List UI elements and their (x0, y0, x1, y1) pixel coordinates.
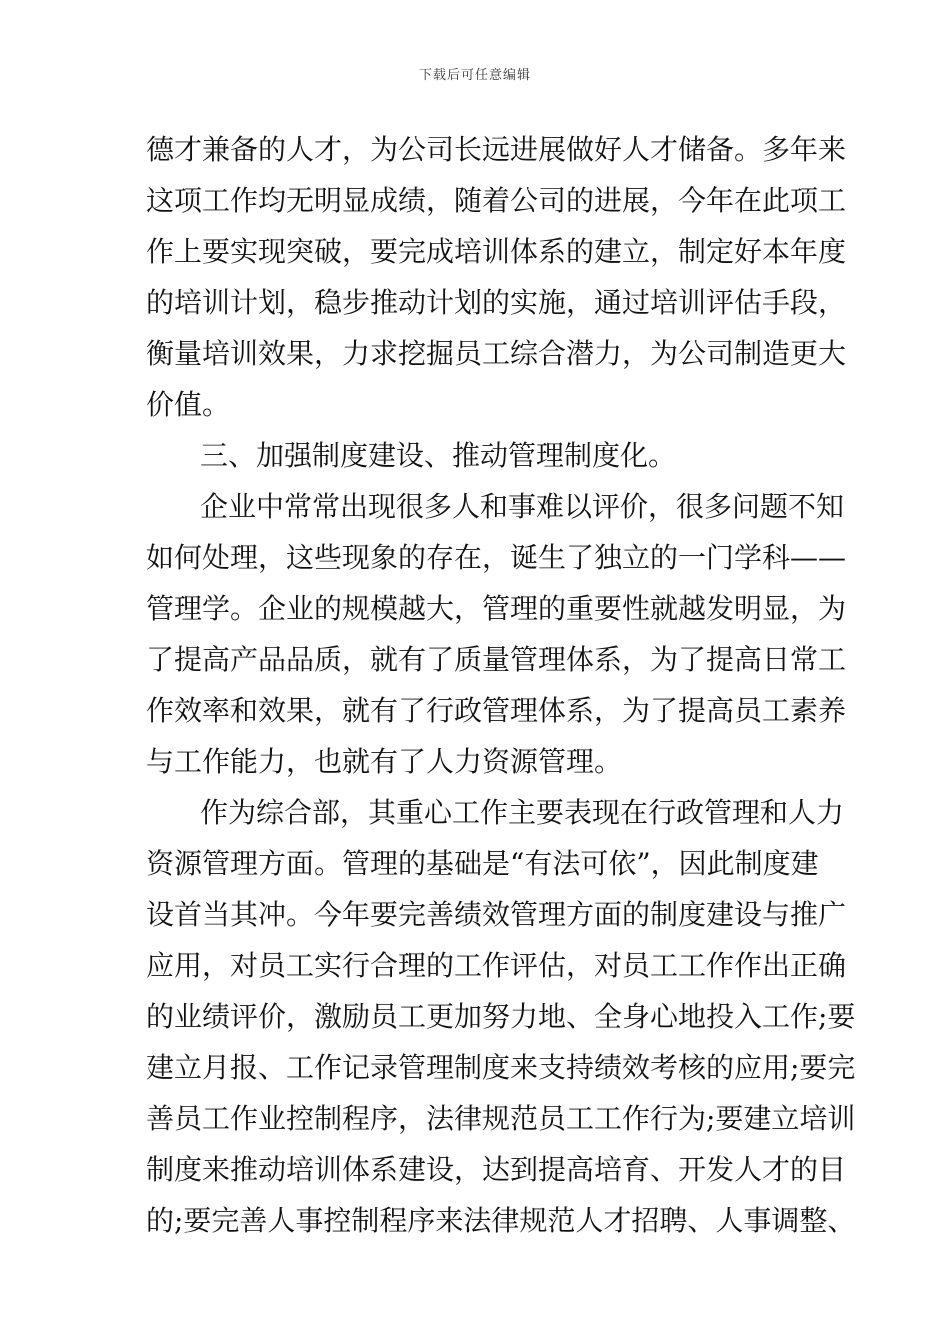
text-line: 与工作能力，也就有了人力资源管理。 (146, 745, 623, 778)
text-line: 价值。 (146, 388, 231, 421)
text-line: 这项工作均无明显成绩，随着公司的进展，今年在此项工 (146, 184, 847, 217)
text-line: 作上要实现突破，要完成培训体系的建立，制定好本年度 (146, 235, 847, 268)
text-line: 了提高产品品质，就有了质量管理体系，为了提高日常工 (146, 643, 847, 676)
text-line: 如何处理，这些现象的存在，诞生了独立的一门学科—— (146, 541, 847, 574)
paragraph-3 (146, 787, 856, 1246)
heading-3: 三、加强制度建设、推动管理制度化。 (200, 439, 677, 472)
text-line: 衡量培训效果，力求挖掘员工综合潜力，为公司制造更大 (146, 337, 847, 370)
text-line: 善员工作业控制程序，法律规范员工工作行为;要建立培训 (146, 1102, 856, 1135)
section-heading (146, 430, 808, 481)
text-line: 设首当其冲。今年要完善绩效管理方面的制度建设与推广 (146, 898, 847, 931)
document-body (146, 124, 856, 1246)
text-line: 资源管理方面。管理的基础是“有法可依”，因此制度建 (146, 847, 819, 880)
text-line: 德才兼备的人才，为公司长远进展做好人才储备。多年来 (146, 133, 847, 166)
text-line: 应用，对员工实行合理的工作评估，对员工工作作出正确 (146, 949, 847, 982)
page-header: 下载后可任意编辑 (418, 68, 531, 83)
text-line: 的;要完善人事控制程序来法律规范人才招聘、人事调整、 (146, 1204, 856, 1237)
text-line: 作为综合部，其重心工作主要表现在行政管理和人力 (200, 796, 845, 829)
text-line: 制度来推动培训体系建设，达到提高培育、开发人才的目 (146, 1153, 847, 1186)
text-line: 的培训计划，稳步推动计划的实施，通过培训评估手段， (146, 286, 847, 319)
paragraph-2 (146, 481, 847, 787)
text-line: 管理学。企业的规模越大，管理的重要性就越发明显，为 (146, 592, 847, 625)
text-line: 作效率和效果，就有了行政管理体系，为了提高员工素养 (146, 694, 847, 727)
paragraph-1 (146, 124, 847, 430)
text-line: 的业绩评价，激励员工更加努力地、全身心地投入工作;要 (146, 1000, 856, 1033)
text-line: 建立月报、工作记录管理制度来支持绩效考核的应用;要完 (146, 1051, 856, 1084)
text-line: 企业中常常出现很多人和事难以评价，很多问题不知 (200, 490, 845, 523)
